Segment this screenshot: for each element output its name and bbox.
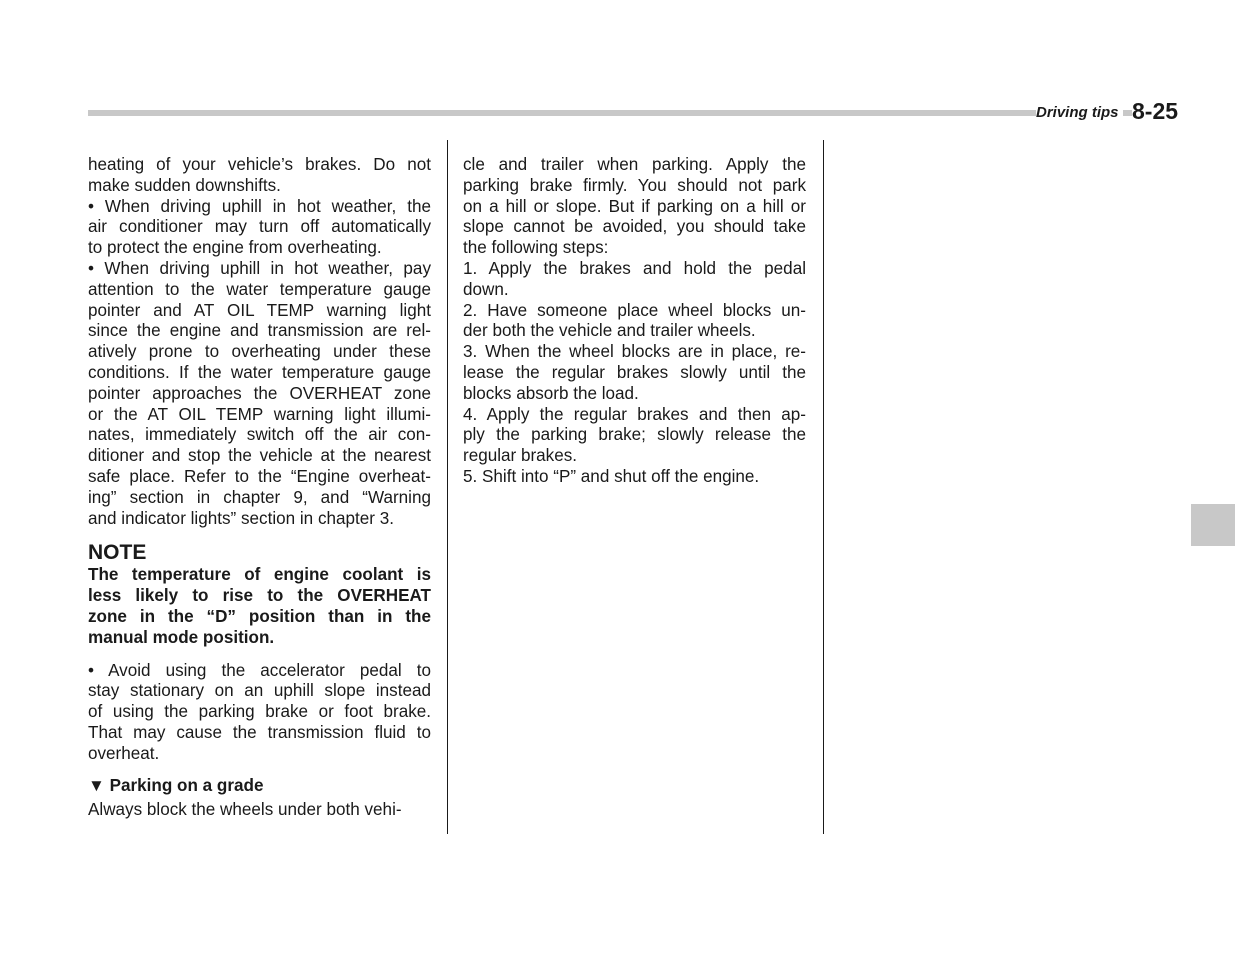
text-line: pointer approaches the OVERHEAT zone [88, 383, 431, 403]
step-4 [463, 405, 806, 467]
paragraph-block-wheels [88, 800, 431, 821]
text-line: or the AT OIL TEMP warning light illumi- [88, 404, 431, 424]
text-line: • Avoid using the accelerator pedal to [88, 660, 431, 680]
section-heading-parking [88, 776, 431, 797]
text-line: nates, immediately switch off the air con- [88, 425, 431, 445]
triangle-marker-icon: ▼ [88, 775, 105, 795]
text-line: 2. Have someone place wheel blocks un- [463, 300, 806, 320]
page-number: 8-25 [1132, 98, 1179, 124]
column-divider-right [823, 140, 824, 834]
text-line: • When driving uphill in hot weather, the [88, 196, 431, 216]
text-line: regular brakes. [463, 446, 578, 466]
step-1 [463, 259, 806, 301]
text-line: That may cause the transmission fluid to [88, 722, 431, 742]
text-line: Always block the wheels under both vehi- [88, 800, 402, 820]
text-line: ing” section in chapter 9, and “Warning [88, 487, 431, 507]
text-line: safe place. Refer to the “Engine overheat- [88, 466, 431, 486]
heading-text: Parking on a grade [109, 775, 264, 795]
section-title: Driving tips [1036, 104, 1123, 122]
bullet-air-conditioner [88, 197, 431, 259]
text-line: The temperature of engine coolant is [88, 565, 431, 585]
text-line: pointer and AT OIL TEMP warning light [88, 300, 431, 320]
bullet-temperature-gauge [88, 259, 431, 529]
step-3 [463, 342, 806, 404]
text-line: cle and trailer when parking. Apply the [463, 155, 806, 174]
bullet-accelerator-pedal [88, 661, 431, 765]
text-line: zone in the “D” position than in the [88, 606, 431, 626]
text-line: less likely to rise to the OVERHEAT [88, 586, 431, 606]
text-line: and indicator lights” section in chapter 3. [88, 508, 394, 528]
text-line: attention to the water temperature gauge [88, 279, 431, 299]
note-text [88, 565, 431, 648]
text-line: atively prone to overheating under these [88, 342, 431, 362]
text-line: 5. Shift into “P” and shut off the engine. [463, 466, 760, 486]
text-line: 3. When the wheel blocks are in place, re- [463, 342, 806, 362]
column-divider-left [447, 140, 448, 834]
text-line: slope cannot be avoided, you should take [463, 217, 806, 237]
text-line: ply the parking brake; slowly release the [463, 425, 806, 445]
left-column [88, 155, 431, 821]
text-line: der both the vehicle and trailer wheels. [463, 321, 756, 341]
text-line: ditioner and stop the vehicle at the nearest [88, 446, 431, 466]
step-5 [463, 467, 806, 488]
text-line: blocks absorb the load. [463, 383, 639, 403]
paragraph-brakes [88, 155, 431, 197]
text-line: lease the regular brakes slowly until the [463, 362, 806, 382]
text-line: the following steps: [463, 238, 609, 258]
chapter-thumb-tab [1191, 504, 1235, 546]
step-2 [463, 301, 806, 343]
middle-column [463, 155, 806, 488]
text-line: parking brake firmly. You should not park [463, 175, 806, 195]
paragraph-parking [463, 155, 806, 259]
text-line: manual mode position. [88, 627, 275, 647]
text-line: conditions. If the water temperature gauge [88, 362, 431, 382]
text-line: to protect the engine from overheating. [88, 238, 382, 258]
text-line: air conditioner may turn off automatically [88, 217, 431, 237]
header-rule [88, 110, 1148, 116]
text-line: since the engine and transmission are rel- [88, 321, 431, 341]
text-line: 1. Apply the brakes and hold the pedal [463, 258, 806, 278]
text-line: on a hill or slope. But if parking on a hill or [463, 196, 806, 216]
text-line: • When driving uphill in hot weather, pay [88, 258, 431, 278]
text-line: down. [463, 279, 509, 299]
note-title: NOTE [88, 541, 147, 565]
text-line: of using the parking brake or foot brake. [88, 702, 431, 722]
text-line: make sudden downshifts. [88, 175, 281, 195]
text-line: heating of your vehicle’s brakes. Do not [88, 155, 431, 174]
text-line: 4. Apply the regular brakes and then ap- [463, 404, 806, 424]
text-line: overheat. [88, 743, 160, 763]
text-line: stay stationary on an uphill slope instead [88, 681, 431, 701]
